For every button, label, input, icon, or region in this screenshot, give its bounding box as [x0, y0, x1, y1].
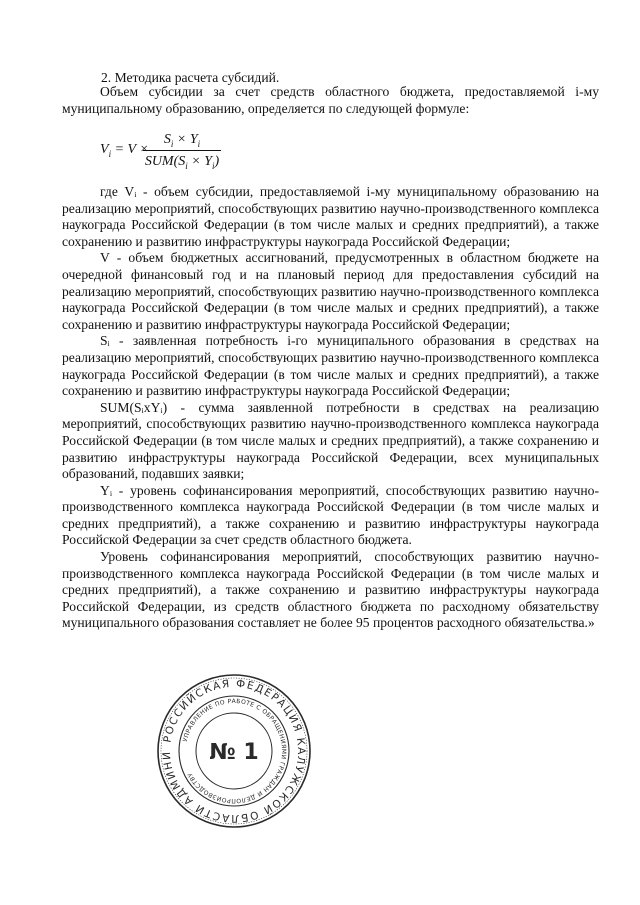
- formula-lhs: $V_i = V$ ×: [100, 142, 149, 159]
- definitions-block: [62, 184, 599, 632]
- definition-vi: где Vᵢ - объем субсидии, предоставляемой i-му муниципальному образованию на реализацию мероприятий, способствующих развитию научно-производственного комплекса наукограда Российской Федерации (в том числе малых и средних предприятий), а также сохранению и развитию инфраструктуры наукограда Российской Федерации;: [62, 184, 599, 249]
- definition-si: Sᵢ - заявленная потребность i-го муниципального образования в средствах на реализацию мероприятий, способствующих развитию научно-производственного комплекса наукограда Российской Федерации (в том числе малых и средних предприятий), а также сохранению и развитию инфраструктуры наукограда Российской Федерации;: [62, 333, 599, 399]
- definition-sum: SUM(SᵢxYᵢ) - сумма заявленной потребности в средствах на реализацию мероприятий, способствующих развитию научно-производственного комплекса наукограда Российской Федерации (в том числе малых и средних предприятий), а также сохранению и развитию инфраструктуры наукограда Российской Федерации, всех муниципальных образований, подавших заявки;: [62, 399, 599, 482]
- intro-block: [62, 84, 599, 117]
- formula-fraction: [143, 131, 221, 171]
- section-heading: 2. Методика расчета субсидий.: [101, 70, 280, 85]
- official-seal-stamp: [156, 673, 312, 829]
- formula-denominator: $SUM(S_i \times Y_i)$: [144, 154, 220, 171]
- seal-inner-text: УПРАВЛЕНИЕ ПО РАБОТЕ С ОБРАЩЕНИЯМИ ГРАЖДАН И ДЕЛОПРОИЗВОДСТВУ: [181, 697, 288, 805]
- intro-paragraph: Объем субсидии за счет средств областного бюджета, предоставляемой i-му муниципальному образованию, определяется по следующей формуле:: [62, 84, 599, 116]
- definition-v: V - объем бюджетных ассигнований, предусмотренных в областном бюджете на очередной финансовый год и на плановый период для предоставления субсидий на реализацию мероприятий, способствующих развитию научно-производственного комплекса наукограда Российской Федерации (в том числе малых и средних предприятий), а также сохранению и развитию инфраструктуры наукограда Российской Федерации;: [62, 250, 599, 332]
- seal-graphic: [156, 673, 312, 829]
- subsidy-formula: [100, 131, 320, 177]
- cofinancing-paragraph: Уровень софинансирования мероприятий, способствующих развитию научно-производственного комплекса наукограда Российской Федерации (в том числе малых и средних предприятий), а также сохранению и развитию инфраструктуры наукограда Российской Федерации, из средств областного бюджета по расходному обязательству муниципального образования составляет не более 95 процентов расходного обязательства.»: [62, 549, 599, 631]
- seal-number: № 1: [209, 740, 259, 765]
- fraction-bar: [143, 150, 221, 151]
- formula-numerator: $S_i \times Y_i$: [163, 132, 201, 149]
- definition-yi: Yᵢ - уровень софинансирования мероприятий, способствующих развитию научно-производственного комплекса наукограда Российской Федерации (в том числе малых и средних предприятий), а также сохранению и развитию инфраструктуры наукограда Российской Федерации за счет средств областного бюджета.: [62, 482, 599, 548]
- seal-outer-text: РОССИЙСКАЯ ФЕДЕРАЦИЯ КАЛУЖСКОЙ ОБЛАСТИ АДМИНИ: [160, 677, 308, 825]
